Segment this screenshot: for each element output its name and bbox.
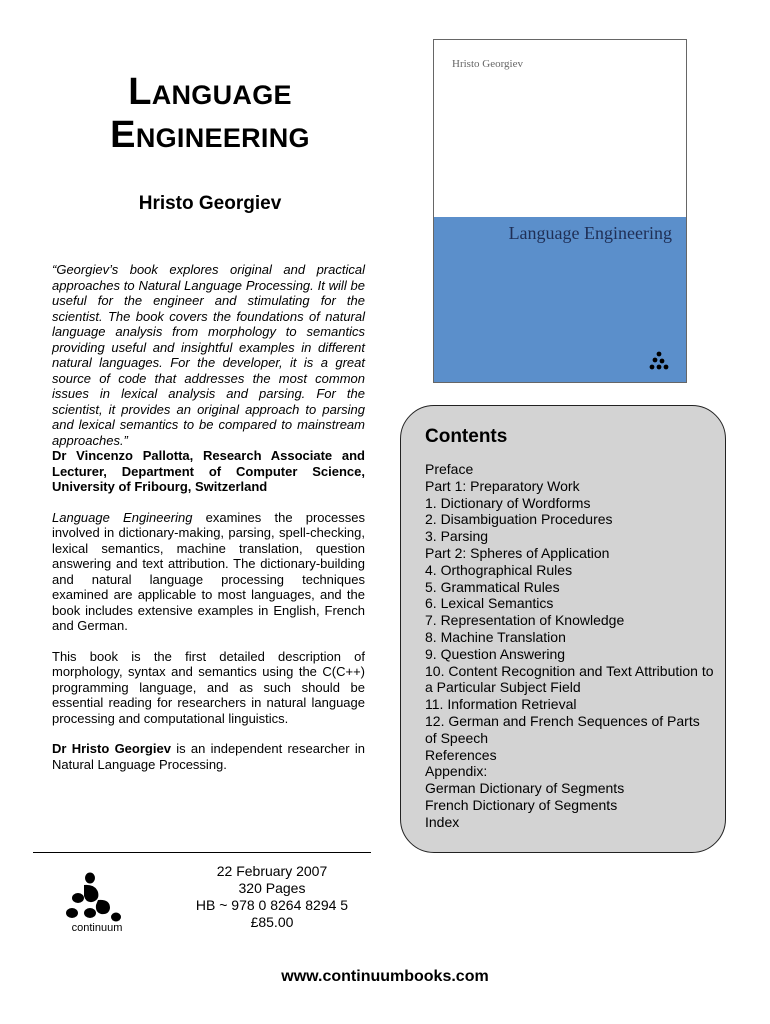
- description-paragraph: Language Engineering examines the processes involved in dictionary-making, parsing, spell-checking, lexical semantics, machine translation, question answering and text attribution. The dictionary-building and natural language processing techniques examined are applicable to most languages, and the book includes extensive examples in English, French and German.: [52, 509, 366, 633]
- isbn: HB ~ 978 0 8264 8294 5: [195, 897, 349, 913]
- contents-item: Index: [425, 813, 460, 830]
- publication-date: 22 February 2007: [216, 863, 328, 879]
- contents-item: 9. Question Answering: [425, 645, 566, 662]
- contents-item: 3. Parsing: [425, 528, 489, 545]
- contents-item: References: [425, 746, 497, 763]
- author-bio-name: Dr Hristo Georgiev: [52, 741, 171, 756]
- review-attribution: Dr Vincenzo Pallotta, Research Associate and Lecturer, Department of Computer Science, University of Fribourg, Switzerland: [52, 448, 365, 494]
- cover-title: Language Engineering: [508, 223, 672, 243]
- page-count: 320 Pages: [238, 880, 306, 896]
- contents-item: 7. Representation of Knowledge: [425, 612, 625, 629]
- website-link[interactable]: www.continuumbooks.com: [281, 968, 489, 985]
- blurb-column: [52, 262, 365, 787]
- contents-item: Part 2: Spheres of Application: [425, 544, 610, 561]
- contents-item: 5. Grammatical Rules: [425, 578, 560, 595]
- price: £85.00: [250, 914, 294, 930]
- contents-item: 6. Lexical Semantics: [425, 595, 554, 612]
- author-bio: Dr Hristo Georgiev is an independent researcher in Natural Language Processing.: [52, 741, 365, 772]
- contents-heading: Contents: [425, 426, 508, 447]
- contents-item: Part 1: Preparatory Work: [425, 477, 580, 494]
- programming-paragraph: This book is the first detailed description of morphology, syntax and semantics using the C(C++) programming language, and as such should be essential reading for researchers in natural language processing and computational linguistics.: [52, 648, 365, 726]
- contents-list: [425, 461, 715, 831]
- contents-item: 12. German and French Sequences of Parts of Speech: [425, 712, 700, 746]
- book-title: LANGUAGE ENGINEERING: [110, 71, 310, 156]
- divider-line: [33, 852, 371, 853]
- book-cover-image: [433, 39, 687, 383]
- contents-item: 4. Orthographical Rules: [425, 561, 573, 578]
- contents-item: French Dictionary of Segments: [425, 796, 618, 813]
- contents-item: Preface: [425, 461, 474, 477]
- contents-box: [400, 405, 726, 853]
- cover-publisher-logo-icon: [648, 350, 670, 372]
- description-book-title: Language Engineering: [52, 509, 193, 525]
- contents-item: 8. Machine Translation: [425, 628, 566, 645]
- contents-item: German Dictionary of Segments: [425, 780, 625, 797]
- cover-author: Hristo Georgiev: [452, 58, 523, 70]
- contents-item: 10. Content Recognition and Text Attribution to a Particular Subject Field: [425, 662, 714, 696]
- logo-text: continuum: [71, 922, 123, 934]
- continuum-logo-icon: [64, 872, 130, 934]
- review-quote: “Georgiev’s book explores original and practical approaches to Natural Language Processing. It will be useful for the engineer and stimulating for the scientist. The book covers the foundations of natural language analysis from morphology to semantics providing useful and insightful examples in different natural languages. For the developer, it is a great source of code that addresses the most common issues in lexical analysis and parsing. For the scientist, it provides an original approach to parsing and lexical semantics to be compared to mainstream approaches.”: [52, 262, 365, 448]
- contents-item: 1. Dictionary of Wordforms: [425, 494, 591, 511]
- publication-info: [152, 863, 392, 931]
- cover-title-band: [434, 217, 686, 382]
- contents-item: 2. Disambiguation Procedures: [425, 511, 613, 528]
- contents-item: Appendix:: [425, 763, 488, 780]
- book-author: Hristo Georgiev: [138, 193, 282, 214]
- contents-item: 11. Information Retrieval: [425, 696, 577, 713]
